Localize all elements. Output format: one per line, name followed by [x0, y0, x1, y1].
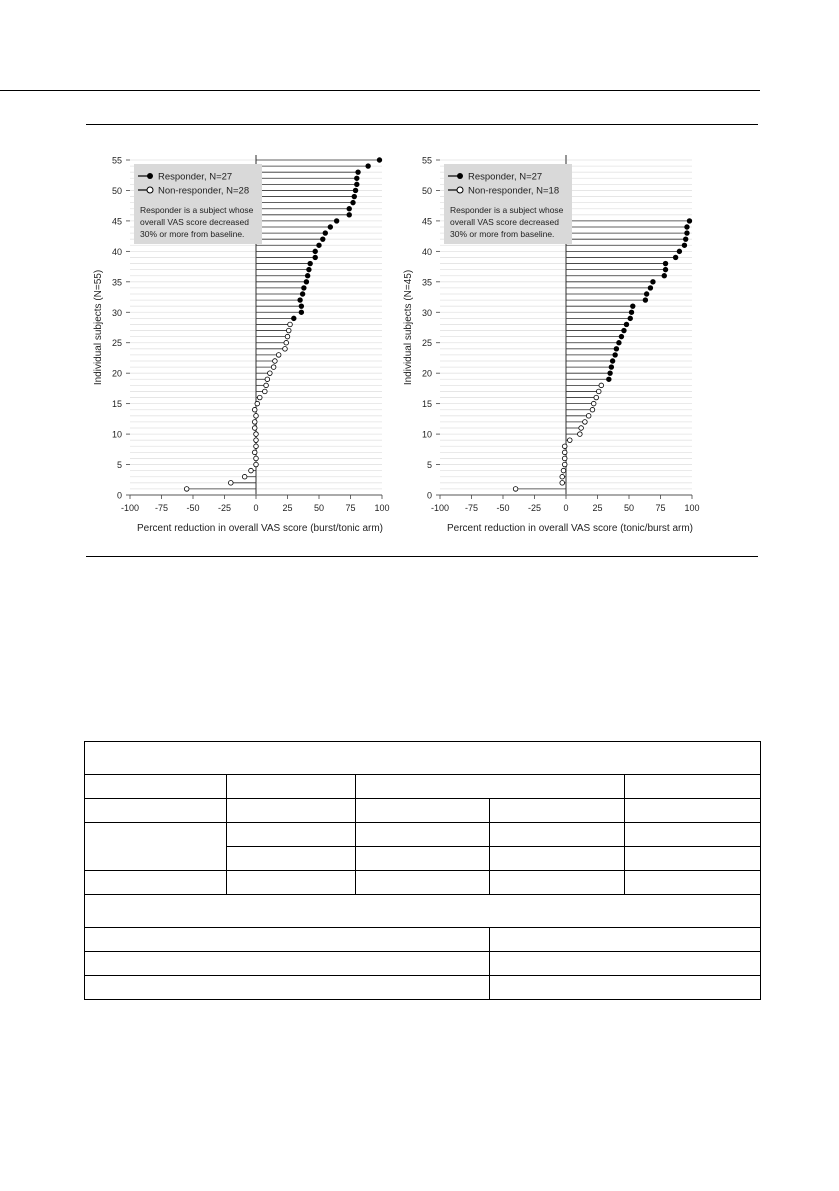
chart-burst-tonic-arm: [86, 140, 390, 540]
non-responder-point: [560, 481, 565, 486]
table-cell: [356, 823, 490, 847]
non-responder-point: [273, 359, 278, 364]
responder-point: [609, 365, 614, 370]
table-cell: [85, 823, 227, 871]
x-tick-label: 75: [345, 503, 356, 513]
table-cell: [490, 847, 625, 871]
non-responder-point: [562, 450, 567, 455]
table-cell: [490, 928, 761, 952]
figure-panel: [86, 140, 758, 550]
responder-point: [292, 316, 297, 321]
x-tick-label: -50: [186, 503, 200, 513]
non-responder-point: [562, 462, 567, 467]
y-tick-label: 5: [426, 460, 432, 471]
y-tick-label: 45: [111, 216, 122, 227]
table-cell: [227, 871, 356, 895]
x-tick-label: -25: [217, 503, 232, 513]
table-cell: [356, 871, 490, 895]
y-tick-label: 30: [421, 307, 432, 318]
table-cell: [490, 799, 625, 823]
responder-point: [320, 237, 325, 242]
legend-non-responder-marker: [147, 187, 153, 193]
data-table: [84, 741, 761, 1000]
non-responder-point: [254, 414, 259, 419]
table-row: [85, 976, 761, 1000]
y-tick-label: 25: [111, 338, 122, 349]
non-responder-point: [591, 401, 596, 406]
y-tick-label: 10: [111, 429, 122, 440]
responder-point: [607, 377, 612, 382]
legend-note-line: overall VAS score decreased: [140, 217, 249, 227]
non-responder-point: [249, 468, 254, 473]
non-responder-point: [271, 365, 276, 370]
table-row: [85, 928, 761, 952]
responder-point: [683, 237, 688, 242]
responder-point: [685, 231, 690, 236]
legend: [444, 164, 572, 244]
responder-point: [644, 292, 649, 297]
responder-point: [610, 359, 615, 364]
legend-note-line: overall VAS score decreased: [450, 217, 559, 227]
y-tick-label: 0: [116, 490, 122, 501]
responder-point: [613, 353, 618, 358]
responder-point: [648, 286, 653, 291]
non-responder-series: [513, 383, 603, 491]
non-responder-point: [252, 420, 257, 425]
responder-point: [334, 219, 339, 224]
non-responder-point: [263, 389, 268, 394]
table-row: [85, 952, 761, 976]
table-cell: [85, 952, 490, 976]
responder-point: [366, 164, 371, 169]
page-header-rule: [0, 90, 760, 91]
non-responder-point: [255, 401, 260, 406]
table-cell: [490, 952, 761, 976]
non-responder-point: [252, 407, 257, 412]
responder-point: [677, 249, 682, 254]
table-cell: [356, 775, 625, 799]
legend-non-responder-label: Non-responder, N=28: [158, 185, 250, 197]
non-responder-point: [288, 322, 293, 327]
y-tick-label: 55: [421, 155, 432, 166]
y-tick-label: 45: [421, 216, 432, 227]
x-axis-title: Percent reduction in overall VAS score (burst/tonic arm): [136, 523, 384, 534]
x-axis-title: Percent reduction in overall VAS score (tonic/burst arm): [446, 523, 694, 534]
non-responder-point: [265, 377, 270, 382]
figure-top-rule: [86, 124, 758, 125]
responder-point: [313, 249, 318, 254]
legend-responder-marker: [457, 173, 463, 179]
responder-point: [328, 225, 333, 230]
x-tick-label: -75: [154, 503, 169, 513]
y-tick-label: 55: [111, 155, 122, 166]
legend-note-line: Responder is a subject whose: [450, 205, 564, 215]
responder-point: [617, 340, 622, 345]
responder-point: [377, 158, 382, 163]
y-axis-title: Individual subjects (N=45): [403, 269, 414, 386]
table-cell: [625, 799, 761, 823]
responder-point: [619, 334, 624, 339]
table-row: [85, 871, 761, 895]
non-responder-point: [257, 395, 262, 400]
responder-point: [304, 280, 309, 285]
x-tick-label: -25: [527, 503, 542, 513]
non-responder-point: [254, 438, 259, 443]
y-tick-label: 15: [421, 399, 432, 410]
non-responder-point: [254, 444, 259, 449]
responder-point: [356, 170, 361, 175]
responder-point: [352, 194, 357, 199]
figure-bottom-rule: [86, 556, 758, 557]
responder-point: [682, 243, 687, 248]
responder-point: [313, 255, 318, 260]
non-responder-point: [560, 474, 565, 479]
table-cell: [356, 799, 490, 823]
non-responder-point: [254, 432, 259, 437]
non-responder-point: [583, 420, 588, 425]
non-responder-point: [283, 347, 288, 352]
legend-note-line: Responder is a subject whose: [140, 205, 254, 215]
responder-point: [347, 213, 352, 218]
table-cell: [85, 742, 761, 775]
table-cell: [85, 775, 227, 799]
responder-point: [299, 304, 304, 309]
legend-non-responder-marker: [457, 187, 463, 193]
responder-point: [351, 200, 356, 205]
y-tick-label: 10: [421, 429, 432, 440]
table-row: [85, 895, 761, 928]
non-responder-point: [184, 487, 189, 492]
x-tick-label: 50: [623, 503, 635, 513]
non-responder-point: [268, 371, 273, 376]
non-responder-point: [229, 481, 234, 486]
table-cell: [85, 976, 490, 1000]
table-cell: [625, 823, 761, 847]
non-responder-point: [254, 462, 259, 467]
table-row: [85, 799, 761, 823]
non-responder-point: [286, 328, 291, 333]
responder-point: [323, 231, 328, 236]
non-responder-point: [594, 395, 599, 400]
y-axis-title: Individual subjects (N=55): [93, 269, 104, 386]
responder-point: [663, 261, 668, 266]
x-tick-label: -100: [120, 503, 140, 513]
responder-point: [673, 255, 678, 260]
non-responder-point: [599, 383, 604, 388]
y-tick-label: 35: [111, 277, 122, 288]
y-tick-label: 50: [111, 185, 122, 196]
responder-point: [643, 298, 648, 303]
legend-note-line: 30% or more from baseline.: [450, 229, 555, 239]
table-cell: [227, 847, 356, 871]
x-tick-label: 50: [313, 503, 325, 513]
non-responder-point: [578, 432, 583, 437]
y-tick-label: 30: [111, 307, 122, 318]
y-tick-label: 0: [426, 490, 432, 501]
non-responder-point: [254, 456, 259, 461]
responder-point: [624, 322, 629, 327]
y-tick-label: 20: [421, 368, 432, 379]
non-responder-point: [586, 414, 591, 419]
responder-point: [630, 304, 635, 309]
non-responder-point: [513, 487, 518, 492]
responder-point: [317, 243, 322, 248]
table-cell: [85, 871, 227, 895]
responder-point: [355, 176, 360, 181]
y-tick-label: 5: [116, 460, 122, 471]
x-tick-label: 100: [684, 503, 700, 513]
x-tick-label: 0: [253, 503, 259, 513]
x-tick-label: 75: [655, 503, 666, 513]
x-tick-label: -50: [496, 503, 510, 513]
responder-point: [305, 273, 310, 278]
table-cell: [227, 823, 356, 847]
responder-point: [353, 188, 358, 193]
non-responder-point: [579, 426, 584, 431]
table-cell: [85, 799, 227, 823]
non-responder-point: [252, 426, 257, 431]
table-row: [85, 823, 761, 847]
responder-point: [355, 182, 360, 187]
table-cell: [490, 871, 625, 895]
responder-point: [299, 310, 304, 315]
responder-point: [662, 273, 667, 278]
x-tick-label: 25: [592, 503, 603, 513]
responder-point: [663, 267, 668, 272]
responder-point: [651, 280, 656, 285]
responder-point: [685, 225, 690, 230]
non-responder-point: [284, 340, 289, 345]
responder-point: [628, 316, 633, 321]
responder-point: [622, 328, 627, 333]
y-tick-label: 40: [421, 246, 432, 257]
non-responder-series: [184, 322, 292, 491]
responder-point: [614, 347, 619, 352]
table-cell: [490, 823, 625, 847]
responder-point: [629, 310, 634, 315]
non-responder-point: [285, 334, 290, 339]
legend-non-responder-label: Non-responder, N=18: [468, 185, 560, 197]
y-tick-label: 35: [421, 277, 432, 288]
legend-note-line: 30% or more from baseline.: [140, 229, 245, 239]
table-cell: [625, 871, 761, 895]
non-responder-point: [242, 474, 247, 479]
legend-responder-label: Responder, N=27: [468, 171, 543, 183]
chart-tonic-burst-arm: [396, 140, 700, 540]
table-cell: [356, 847, 490, 871]
x-tick-label: 100: [374, 503, 390, 513]
table-row: [85, 775, 761, 799]
table-cell: [227, 775, 356, 799]
table-cell: [625, 847, 761, 871]
x-tick-label: 25: [282, 503, 293, 513]
table-cell: [625, 775, 761, 799]
responder-point: [308, 261, 313, 266]
responder-point: [307, 267, 312, 272]
non-responder-point: [590, 407, 595, 412]
responder-point: [300, 292, 305, 297]
legend: [134, 164, 262, 244]
y-tick-label: 25: [421, 338, 432, 349]
y-tick-label: 50: [421, 185, 432, 196]
non-responder-point: [252, 450, 257, 455]
non-responder-point: [562, 456, 567, 461]
legend-responder-marker: [147, 173, 153, 179]
responder-point: [347, 206, 352, 211]
table-cell: [490, 976, 761, 1000]
non-responder-point: [596, 389, 601, 394]
table-row: [85, 742, 761, 775]
legend-responder-label: Responder, N=27: [158, 171, 233, 183]
non-responder-point: [567, 438, 572, 443]
responder-point: [302, 286, 307, 291]
table-cell: [85, 895, 761, 928]
responder-point: [608, 371, 613, 376]
y-tick-label: 40: [111, 246, 122, 257]
non-responder-point: [264, 383, 269, 388]
table-cell: [227, 799, 356, 823]
y-tick-label: 15: [111, 399, 122, 410]
responder-point: [298, 298, 303, 303]
non-responder-point: [276, 353, 281, 358]
responder-point: [687, 219, 692, 224]
x-tick-label: -75: [464, 503, 479, 513]
x-tick-label: 0: [563, 503, 569, 513]
y-tick-label: 20: [111, 368, 122, 379]
non-responder-point: [562, 444, 567, 449]
non-responder-point: [561, 468, 566, 473]
x-tick-label: -100: [430, 503, 450, 513]
table-cell: [85, 928, 490, 952]
